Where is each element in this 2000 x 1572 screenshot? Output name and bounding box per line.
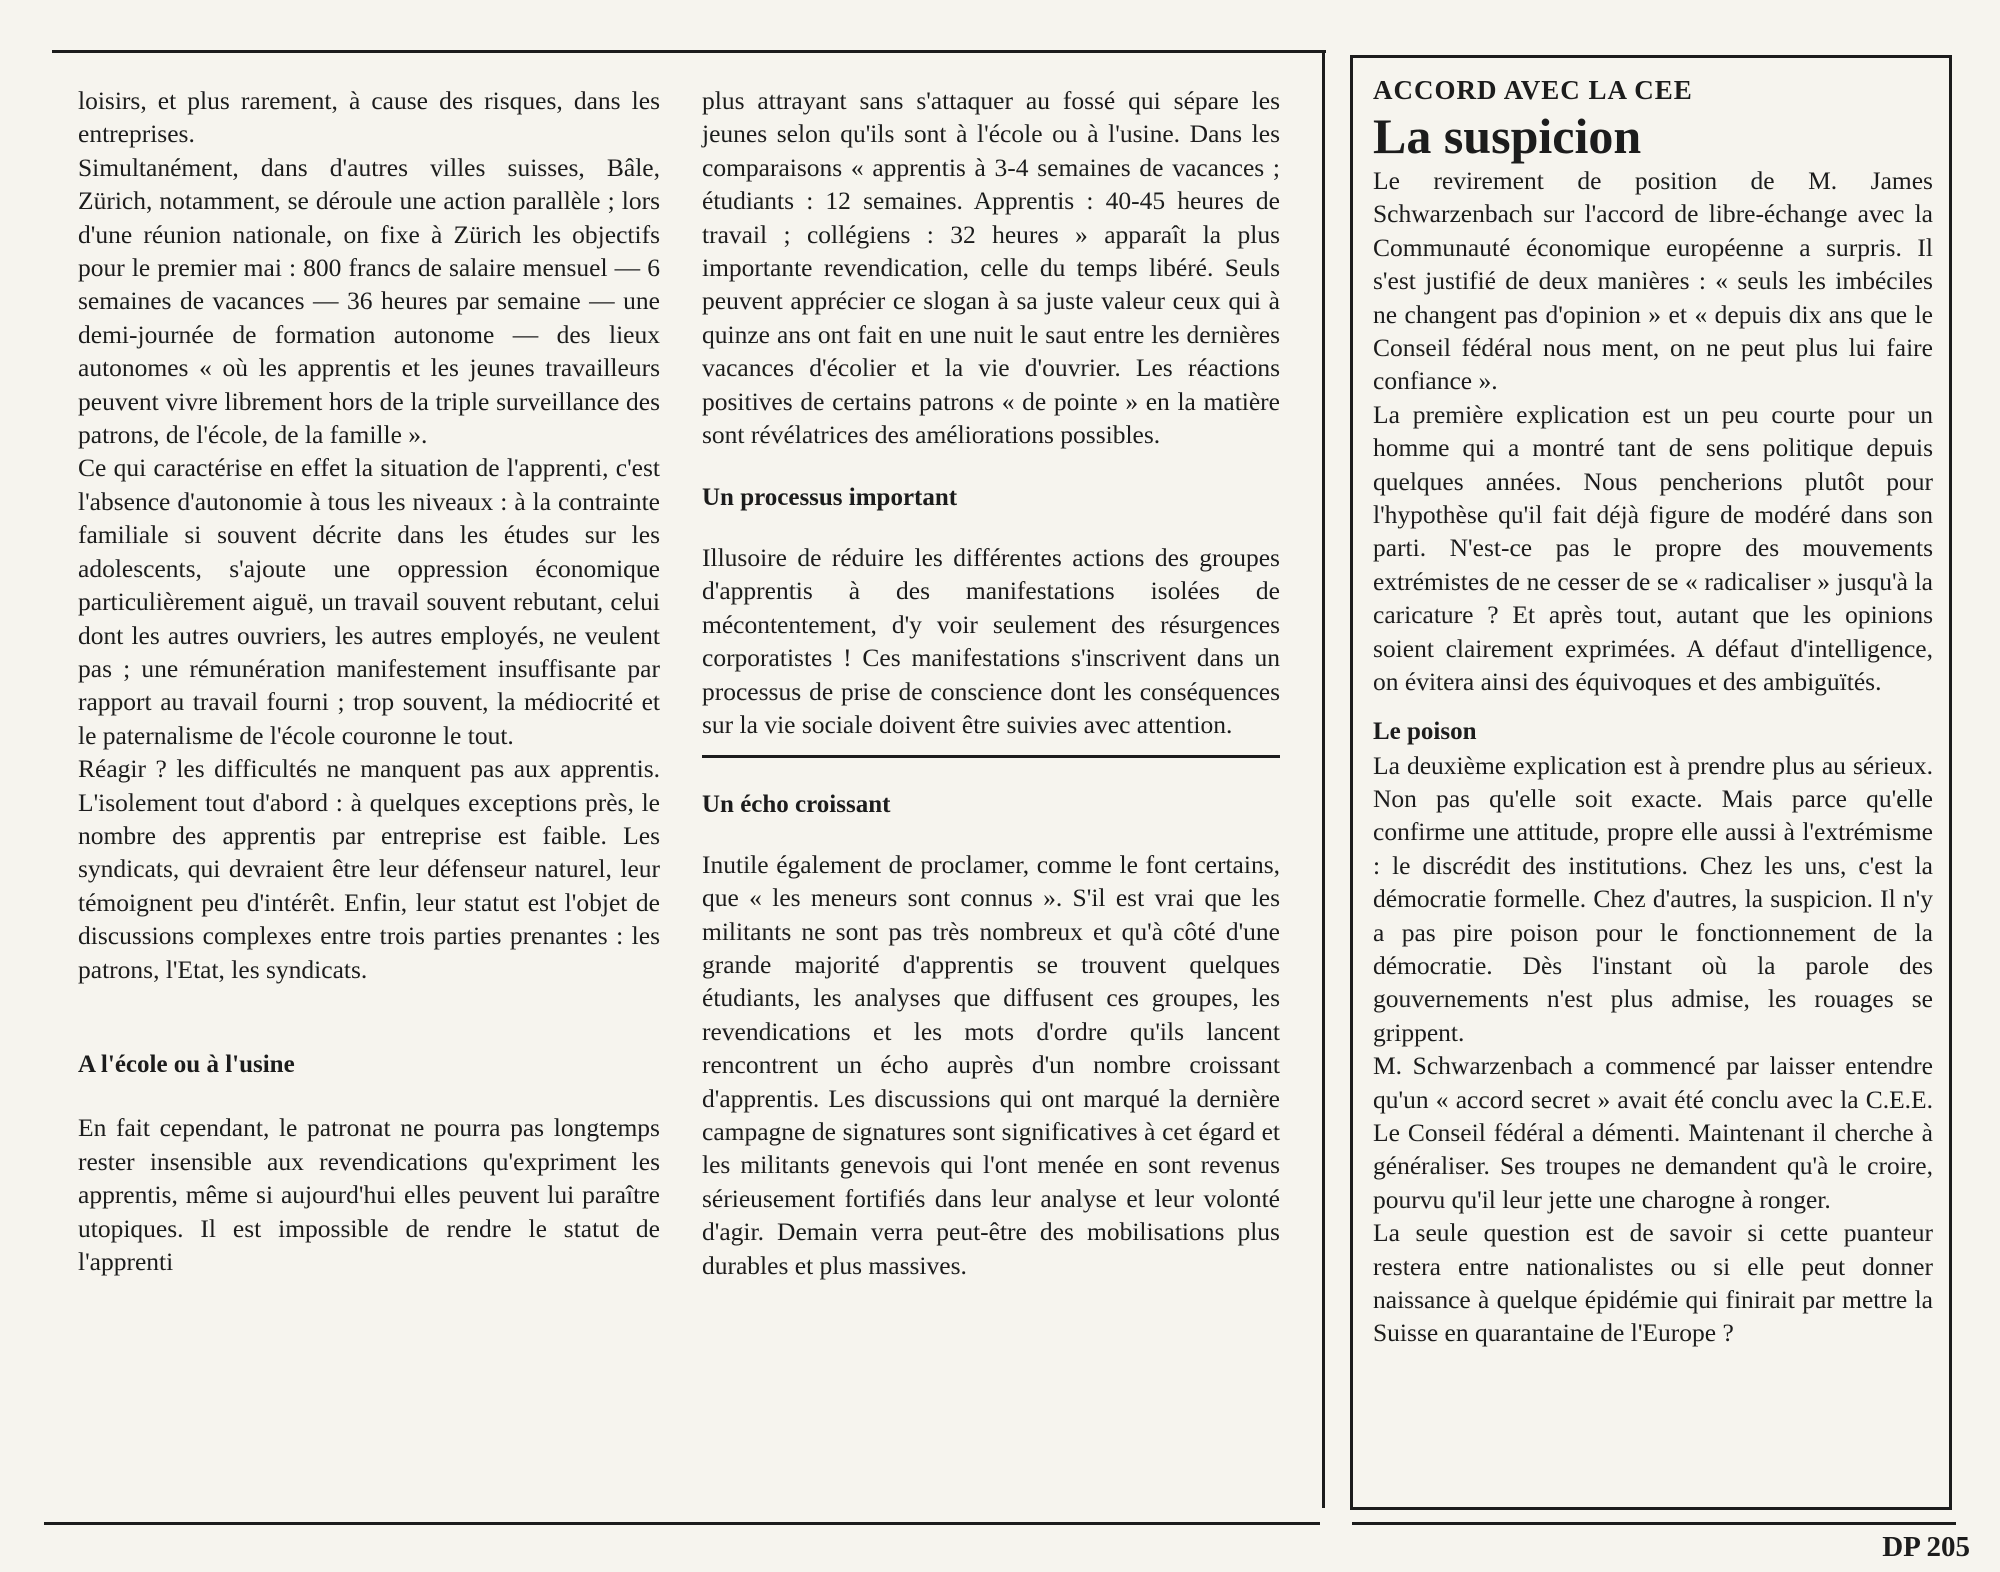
paragraph: Le revirement de position de M. James Schwarzenbach sur l'accord de libre-échange avec la Communauté économique européenne a surpris. Il s'est justifié de deux manières : « seuls les imbéciles ne changent pas d'opinion » et « depuis dix ans que le Conseil fédéral nous ment, on ne peut plus lui faire confiance ». bbox=[1373, 166, 1933, 396]
page-folio: DP 205 bbox=[1882, 1531, 1970, 1563]
paragraph: En fait cependant, le patronat ne pourra pas longtemps rester insensible aux revendications qu'expriment les apprentis, même si aujourd'hui elles peuvent lui paraître utopiques. Il est impossible de rendre le statut de l'apprenti bbox=[78, 1113, 660, 1276]
paragraph: Ce qui caractérise en effet la situation de l'apprenti, c'est l'absence d'autonomie à tous les niveaux : à la contrainte familiale si souvent décrite dans les études sur les adolescents, s'ajoute une oppression économique particulièrement aiguë, un travail souvent rebutant, celui dont les autres ouvriers, les autres employés, ne veulent pas ; une rémunération manifestement insuffisante par rapport au travail fourni ; trop souvent, la médiocrité et le paternalisme de l'école couronne le tout. bbox=[78, 453, 660, 750]
article-column-2 bbox=[702, 84, 1280, 1282]
paragraph: La seule question est de savoir si cette puanteur restera entre nationalistes ou si elle peut donner naissance à quelque épidémie qui finirait par mettre la Suisse en quarantaine de l'Europe ? bbox=[1373, 1218, 1933, 1348]
section-divider bbox=[702, 755, 1280, 758]
sidebar-box bbox=[1350, 55, 1952, 1510]
subheading: Un processus important bbox=[702, 484, 958, 512]
paragraph: Réagir ? les difficultés ne manquent pas aux apprentis. L'isolement tout d'abord : à quelques exceptions près, le nombre des apprentis par entreprise est faible. Les syndicats, qui devraient être leur défenseur naturel, leur témoignent peu d'intérêt. Enfin, leur statut est l'objet de discussions complexes entre trois parties prenantes : les patrons, l'Etat, les syndicats. bbox=[78, 754, 660, 984]
box-bottom-rule bbox=[1352, 1522, 1956, 1525]
paragraph: Inutile également de proclamer, comme le font certains, que « les meneurs sont connus ». S'il est vrai que les militants ne sont pas très nombreux et qu'à côté d'une grande majorité d'apprentis se trouvent quelques étudiants, les analyses que diffusent ces groupes, les revendications et les mots d'ordre qu'ils lancent rencontrent un écho auprès d'un nombre croissant d'apprentis. Les discussions qui ont marqué la dernière campagne de signatures sont significatives à cet égard et les militants genevois qui l'ont menée en sont revenus sérieusement fortifiés dans leur analyse et leur volonté d'agir. Demain verra peut-être des mobilisations plus durables et plus massives. bbox=[702, 849, 1280, 1280]
bottom-rule bbox=[44, 1522, 1320, 1525]
paragraph: loisirs, et plus rarement, à cause des risques, dans les entreprises. bbox=[78, 86, 660, 149]
paragraph: La première explication est un peu courte pour un homme qui a montré tant de sens politique depuis quelques années. Nous pencherions plutôt pour l'hypothèse qu'il fait déjà figure de modéré dans son parti. N'est-ce pas le propre des mouvements extrémistes de ne cesser de se « radicaliser » jusqu'à la caricature ? Et après tout, autant que les opinions soient clairement exprimées. A défaut d'intelligence, on évitera ainsi des équivoques et des ambiguïtés. bbox=[1373, 399, 1933, 697]
paragraph: La deuxième explication est à prendre plus au sérieux. Non pas qu'elle soit exacte. Mais parce qu'elle confirme une attitude, propre elle aussi à l'extrémisme : le discrédit des institutions. Chez les uns, c'est la démocratie formelle. Chez d'autres, la suspicion. Il n'y a pas pire poison pour le fonctionnement de la démocratie. Dès l'instant où la parole des gouvernements n'est plus admise, les rouages se grippent. bbox=[1373, 750, 1933, 1047]
sidebar-content bbox=[1373, 72, 1933, 1350]
column-divider-right bbox=[1322, 50, 1325, 1508]
paragraph: plus attrayant sans s'attaquer au fossé qui sépare les jeunes selon qu'ils sont à l'école ou à l'usine. Dans les comparaisons « apprentis à 3-4 semaines de vacances ; étudiants : 12 semaines. Apprentis : 40-45 heures de travail ; collégiens : 32 heures » apparaît la plus importante revendication, celle du temps libéré. Seuls peuvent apprécier ce slogan à sa juste valeur ceux qui à quinze ans ont fait en une nuit le saut entre les dernières vacances d'écolier et la vie d'ouvrier. Les réactions positives de certains patrons « de pointe » en la matière sont révélatrices des améliorations possibles. bbox=[702, 86, 1280, 450]
headline: La suspicion bbox=[1373, 108, 1642, 164]
paragraph: M. Schwarzenbach a commencé par laisser entendre qu'un « accord secret » avait été conclu avec la C.E.E. Le Conseil fédéral a démenti. Maintenant il cherche à généraliser. Ses troupes ne demandent qu'à le croire, pourvu qu'il leur jette une charogne à ronger. bbox=[1373, 1051, 1933, 1214]
subheading: Un écho croissant bbox=[702, 791, 891, 819]
subheading: Le poison bbox=[1373, 717, 1477, 745]
article-column-1 bbox=[78, 84, 660, 1278]
paragraph: Illusoire de réduire les différentes actions des groupes d'apprentis à des manifestations isolées de mécontentement, d'y voir seulement des résurgences corporatistes ! Ces manifestations s'inscrivent dans un processus de prise de conscience dont les conséquences sur la vie sociale doivent être suivies avec attention. bbox=[702, 542, 1280, 739]
kicker: ACCORD AVEC LA CEE bbox=[1373, 75, 1693, 105]
top-rule bbox=[52, 50, 1326, 53]
paragraph: Simultanément, dans d'autres villes suisses, Bâle, Zürich, notamment, se déroule une action parallèle ; lors d'une réunion nationale, on fixe à Zürich les objectifs pour le premier mai : 800 francs de salaire mensuel — 6 semaines de vacances — 36 heures par semaine — une demi-journée de formation autonome — des lieux autonomes « où les apprentis et les jeunes travailleurs peuvent vivre librement hors de la triple surveillance des patrons, de l'école, de la famille ». bbox=[78, 152, 660, 450]
subheading: A l'école ou à l'usine bbox=[78, 1050, 295, 1078]
